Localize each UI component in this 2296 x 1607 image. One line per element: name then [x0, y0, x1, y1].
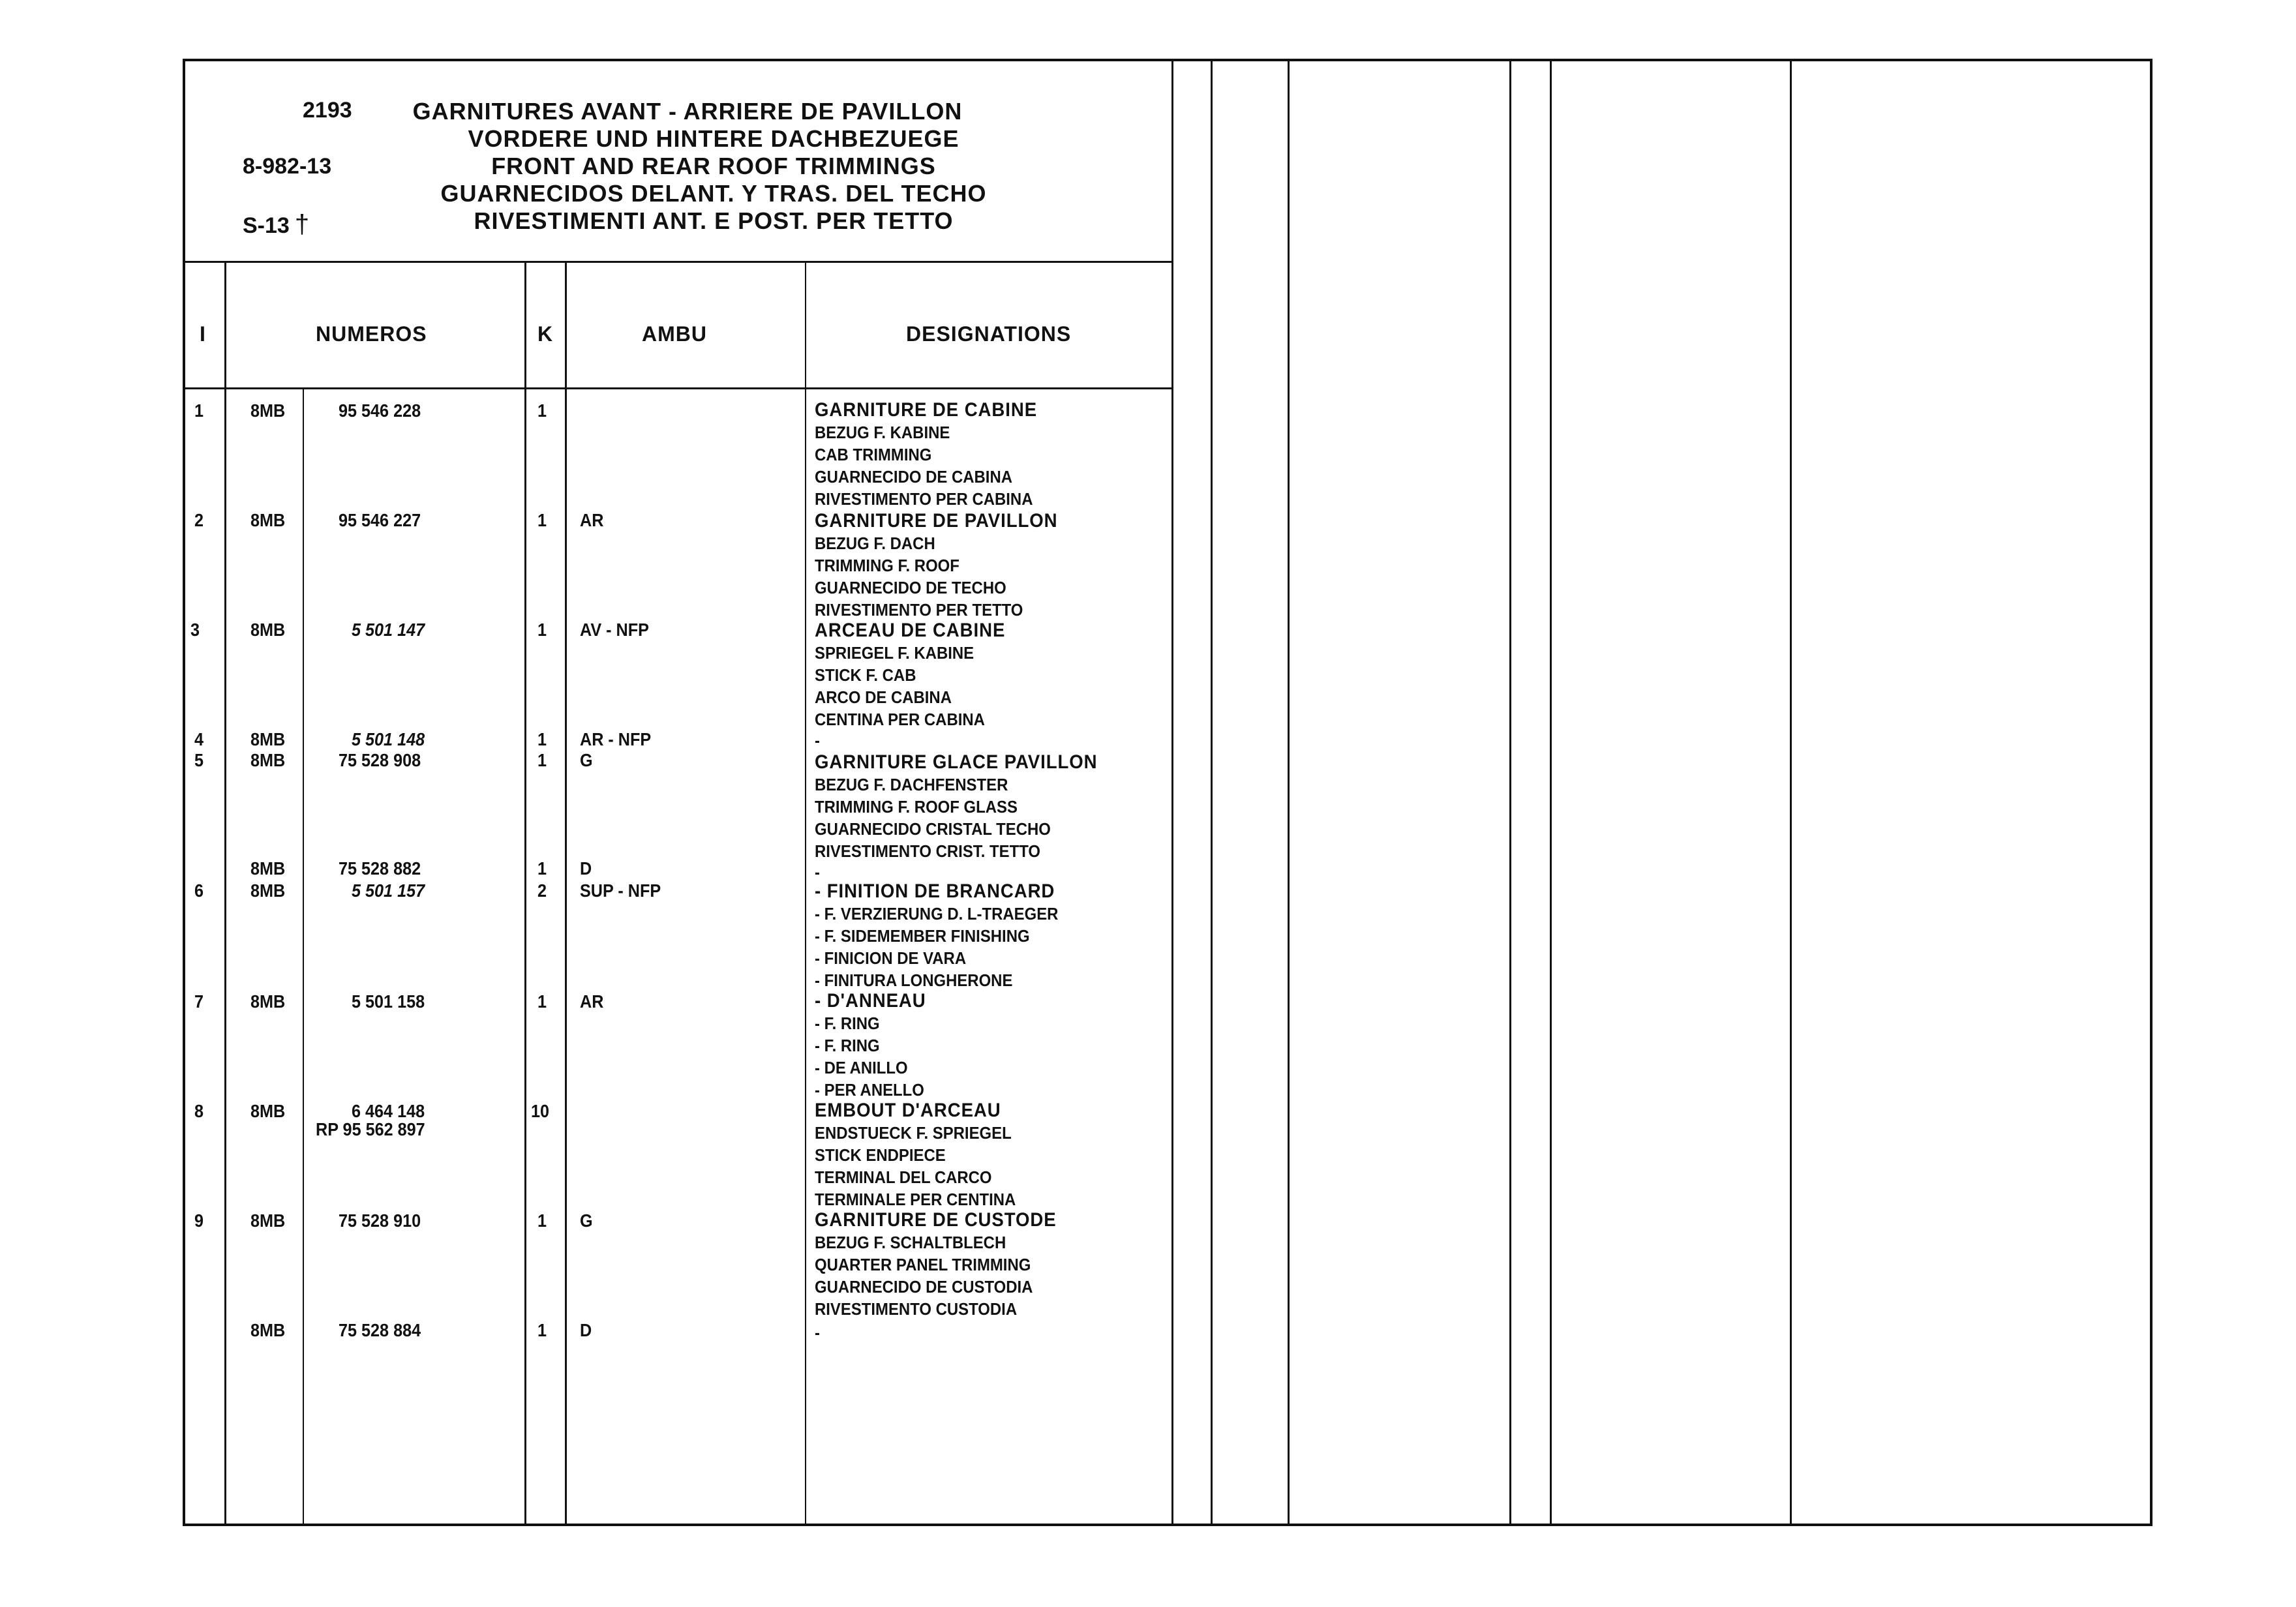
row-part-number: 95 546 228: [339, 400, 421, 421]
designation-line: STICK F. CAB: [815, 665, 916, 685]
title-fr: GARNITURES AVANT - ARRIERE DE PAVILLON: [412, 98, 963, 125]
designation-line: - PER ANELLO: [815, 1080, 924, 1100]
row-prefix: 8MB: [250, 510, 286, 530]
designation-line: BEZUG F. DACH: [815, 533, 935, 553]
title-block: [185, 61, 1173, 263]
row-part-number: 75 528 910: [339, 1210, 421, 1231]
row-ambu: G: [580, 1210, 593, 1231]
row-prefix: 8MB: [250, 880, 286, 901]
row-designations: [815, 620, 1022, 730]
row-designations: [815, 880, 1080, 991]
designation-line: -: [815, 1323, 820, 1342]
row-ambu: AV - NFP: [580, 620, 649, 640]
row-qty: 10: [531, 1101, 550, 1121]
col-header-k: K: [537, 322, 554, 346]
designation-line: TERMINALE PER CENTINA: [815, 1190, 1016, 1209]
row-prefix: 8MB: [250, 991, 286, 1012]
designation-line: GUARNECIDO DE CABINA: [815, 467, 1012, 487]
row-designations: [815, 751, 1122, 862]
designation-line: - DE ANILLO: [815, 1058, 908, 1077]
col-header-ambu: AMBU: [642, 322, 707, 346]
designation-line: GARNITURE GLACE PAVILLON: [815, 751, 1098, 773]
designation-line: - F. SIDEMEMBER FINISHING: [815, 926, 1030, 946]
section-divider-1: [1171, 61, 1173, 1524]
row-ambu: D: [580, 858, 592, 879]
row-prefix: 8MB: [250, 1210, 286, 1231]
designation-line: GARNITURE DE CABINE: [815, 399, 1038, 421]
col-header-numeros: NUMEROS: [316, 322, 427, 346]
designation-line: - FINITION DE BRANCARD: [815, 880, 1055, 902]
row-prefix: 8MB: [250, 729, 286, 749]
designation-line: QUARTER PANEL TRIMMING: [815, 1255, 1031, 1274]
row-index: 1: [194, 400, 204, 421]
row-designations: [815, 1209, 1078, 1320]
section-divider-3: [1288, 61, 1290, 1524]
row-designations: [815, 399, 1057, 510]
designation-line: CENTINA PER CABINA: [815, 710, 985, 729]
designation-line: ARCEAU DE CABINE: [815, 620, 1006, 641]
designation-line: - D'ANNEAU: [815, 990, 926, 1012]
designation-line: GARNITURE DE PAVILLON: [815, 510, 1058, 532]
designation-line: EMBOUT D'ARCEAU: [815, 1100, 1001, 1121]
title-de: VORDERE UND HINTERE DACHBEZUEGE: [468, 125, 959, 152]
designation-line: RIVESTIMENTO PER CABINA: [815, 489, 1033, 509]
row-index: 6: [194, 880, 204, 901]
row-prefix: 8MB: [250, 1320, 286, 1340]
code-8-982-13: 8-982-13: [243, 154, 332, 179]
col-divider-ambu: [805, 261, 806, 1524]
col-divider-k: [565, 261, 567, 1524]
row-ambu: D: [580, 1320, 592, 1340]
designation-line: GARNITURE DE CUSTODE: [815, 1209, 1057, 1231]
row-qty: 1: [537, 858, 547, 879]
row-index: 7: [194, 991, 204, 1012]
row-qty: 1: [537, 729, 547, 749]
col-header-designations: DESIGNATIONS: [906, 322, 1072, 346]
row-qty: 1: [537, 620, 547, 640]
row-designations: [815, 510, 1079, 621]
designation-line: - F. RING: [815, 1036, 880, 1055]
row-qty: 1: [537, 1320, 547, 1340]
designation-line: -: [815, 730, 820, 750]
designation-line: BEZUG F. SCHALTBLECH: [815, 1233, 1006, 1252]
col-divider-i: [224, 261, 226, 1524]
row-designations: [815, 861, 821, 883]
row-part-number: 75 528 908: [339, 750, 421, 770]
designation-line: GUARNECIDO CRISTAL TECHO: [815, 819, 1051, 839]
section-divider-4: [1509, 61, 1511, 1524]
designation-line: - FINITURA LONGHERONE: [815, 970, 1013, 990]
row-designations: [815, 1100, 1033, 1210]
designation-line: BEZUG F. DACHFENSTER: [815, 775, 1008, 794]
row-prefix: 8MB: [250, 858, 286, 879]
header-divider: [185, 387, 1171, 389]
designation-line: - F. RING: [815, 1014, 880, 1033]
section-divider-5: [1550, 61, 1552, 1524]
col-divider-prefix: [303, 387, 304, 1524]
designation-line: BEZUG F. KABINE: [815, 423, 950, 442]
designation-line: GUARNECIDO DE TECHO: [815, 578, 1006, 597]
designation-line: TRIMMING F. ROOF: [815, 556, 959, 575]
row-designations: [815, 729, 821, 751]
row-qty: 1: [537, 1210, 547, 1231]
row-part-number: 95 546 227: [339, 510, 421, 530]
row-part-number: 5 501 148: [352, 729, 425, 749]
section-divider-6: [1790, 61, 1792, 1524]
row-index: 3: [190, 620, 200, 640]
designation-line: RIVESTIMENTO PER TETTO: [815, 600, 1023, 620]
title-it: RIVESTIMENTI ANT. E POST. PER TETTO: [474, 207, 954, 234]
row-qty: 1: [537, 510, 547, 530]
row-part-number: 5 501 157: [352, 880, 425, 901]
code-s-13: S-13 †: [243, 210, 310, 239]
row-qty: 2: [537, 880, 547, 901]
row-index: 4: [194, 729, 204, 749]
col-divider-numeros: [524, 261, 526, 1524]
row-ambu: AR: [580, 991, 604, 1012]
row-part-number: 6 464 148: [352, 1101, 425, 1121]
row-ambu: G: [580, 750, 593, 770]
designation-line: ARCO DE CABINA: [815, 687, 952, 707]
row-part-number: 75 528 882: [339, 858, 421, 879]
designation-line: RIVESTIMENTO CUSTODIA: [815, 1299, 1018, 1319]
row-part-number: 5 501 147: [352, 620, 425, 640]
designation-line: - FINICION DE VARA: [815, 948, 967, 968]
designation-line: GUARNECIDO DE CUSTODIA: [815, 1277, 1033, 1297]
row-ambu: AR - NFP: [580, 729, 652, 749]
row-prefix: 8MB: [250, 620, 286, 640]
designation-line: CAB TRIMMING: [815, 445, 932, 464]
designation-line: - F. VERZIERUNG D. L-TRAEGER: [815, 904, 1059, 924]
designation-line: SPRIEGEL F. KABINE: [815, 643, 974, 663]
row-part-number: 75 528 884: [339, 1320, 421, 1340]
designation-line: TERMINAL DEL CARCO: [815, 1167, 992, 1187]
row-designations: [815, 990, 935, 1101]
dagger-mark: †: [294, 210, 310, 239]
designation-line: -: [815, 862, 820, 882]
row-prefix: 8MB: [250, 1101, 286, 1121]
designation-line: RIVESTIMENTO CRIST. TETTO: [815, 841, 1040, 861]
title-en: FRONT AND REAR ROOF TRIMMINGS: [491, 153, 936, 179]
ref-number: 2193: [303, 98, 352, 123]
row-part-number-alt: RP 95 562 897: [316, 1119, 425, 1139]
row-part-number: 5 501 158: [352, 991, 425, 1012]
designation-line: STICK ENDPIECE: [815, 1145, 946, 1165]
row-index: 2: [194, 510, 204, 530]
row-index: 9: [194, 1210, 204, 1231]
section-divider-2: [1211, 61, 1213, 1524]
row-index: 8: [194, 1101, 204, 1121]
row-index: 5: [194, 750, 204, 770]
row-ambu: SUP - NFP: [580, 880, 661, 901]
row-prefix: 8MB: [250, 400, 286, 421]
designation-line: TRIMMING F. ROOF GLASS: [815, 797, 1018, 817]
row-ambu: AR: [580, 510, 604, 530]
title-divider: [185, 261, 1171, 263]
designation-line: ENDSTUECK F. SPRIEGEL: [815, 1123, 1012, 1143]
col-header-i: I: [200, 322, 206, 346]
row-prefix: 8MB: [250, 750, 286, 770]
title-es: GUARNECIDOS DELANT. Y TRAS. DEL TECHO: [440, 180, 987, 207]
parts-catalog-page: [183, 59, 2152, 1526]
row-qty: 1: [537, 991, 547, 1012]
row-qty: 1: [537, 400, 547, 421]
row-designations: [815, 1321, 821, 1344]
row-qty: 1: [537, 750, 547, 770]
